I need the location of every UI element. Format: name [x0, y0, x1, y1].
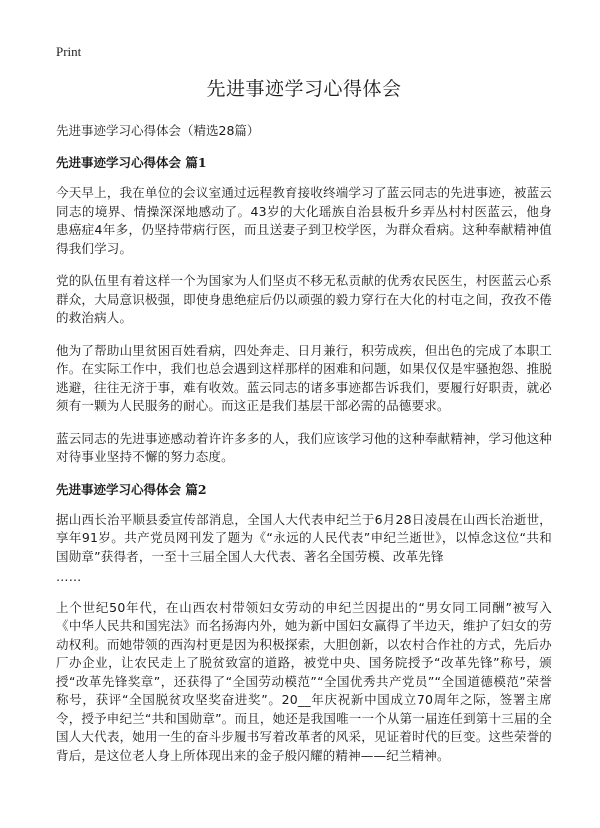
paragraph: 据山西长治平顺县委宣传部消息，全国人大代表申纪兰于6月28日凌晨在山西长治逝世，享年91岁。共产党员网刊发了题为《“永远的人民代表”申纪兰逝世》，以悼念这位“共和国勋章”获得者，一至十三届全国人大代表、著名全国劳模、改革先锋	[56, 511, 552, 564]
section-heading: 先进事迹学习心得体会 篇1	[56, 155, 207, 170]
print-label: Print	[56, 44, 82, 59]
ellipsis-text: ……	[56, 569, 82, 584]
document-title: 先进事迹学习心得体会	[206, 78, 402, 100]
paragraph: 今天早上，我在单位的会议室通过远程教育接收终端学习了蓝云同志的先进事迹，被蓝云同志的境界、情操深深地感动了。43岁的大化瑶族自治县板升乡弄丛村村医蓝云，他身患癌症4年多，仍坚持带病行医，而且送妻子到卫校学医，为群众看病。这种奉献精神值得我们学习。	[56, 185, 552, 256]
paragraph: 他为了帮助山里贫困百姓看病，四处奔走、日月兼行，积劳成疾，但出色的完成了本职工作。在实际工作中，我们也总会遇到这样那样的困难和问题，如果仅仅是牢骚抱怨、推脱逃避，往往无济于事，难有收效。蓝云同志的诸多事迹都告诉我们，要履行好职责，就必须有一颗为人民服务的耐心。而这正是我们基层干部必需的品德要求。	[56, 342, 552, 413]
paragraph: 蓝云同志的先进事迹感动着许许多多的人，我们应该学习他的这种奉献精神，学习他这种对待事业坚持不懈的努力态度。	[56, 430, 552, 464]
paragraph: 党的队伍里有着这样一个为国家为人们坚贞不移无私贡献的优秀农民医生，村医蓝云心系群众，大局意识极强，即使身患绝症后仍以顽强的毅力穿行在大化的村屯之间，孜孜不倦的救治病人。	[56, 273, 552, 325]
section-heading: 先进事迹学习心得体会 篇2	[56, 481, 207, 497]
section-1	[56, 154, 552, 467]
document-subtitle: 先进事迹学习心得体会（精选28篇）	[56, 123, 260, 138]
paragraph: 上个世纪50年代，在山西农村带领妇女劳动的申纪兰因提出的“男女同工同酬”被写入《中华人民共和国宪法》而名扬海内外，她为新中国妇女赢得了半边天，维护了妇女的劳动权利。而她带领的西沟村更是因为积极探索，大胆创新，以农村合作社的方式，先后办厂办企业，让农民走上了脱贫致富的道路，被党中央、国务院授予“改革先锋”称号，颁授“改革先锋奖章”，还获得了“全国劳动模范”“全国优秀共产党员”“全国道德模范”荣誉称号，获评“全国脱贫攻坚奖奋进奖”。20__年庆祝新中国成立70周年之际，签署主席令，授予申纪兰“共和国勋章”。而且，她还是我国唯一一个从第一届连任到第十三届的全国人大代表，她用一生的奋斗步履书写着改革者的风采，见证着时代的巨变。这些荣誉的背后，是这位老人身上所体现出来的金子般闪耀的精神——纪兰精神。	[56, 599, 552, 763]
section-2	[56, 481, 552, 766]
